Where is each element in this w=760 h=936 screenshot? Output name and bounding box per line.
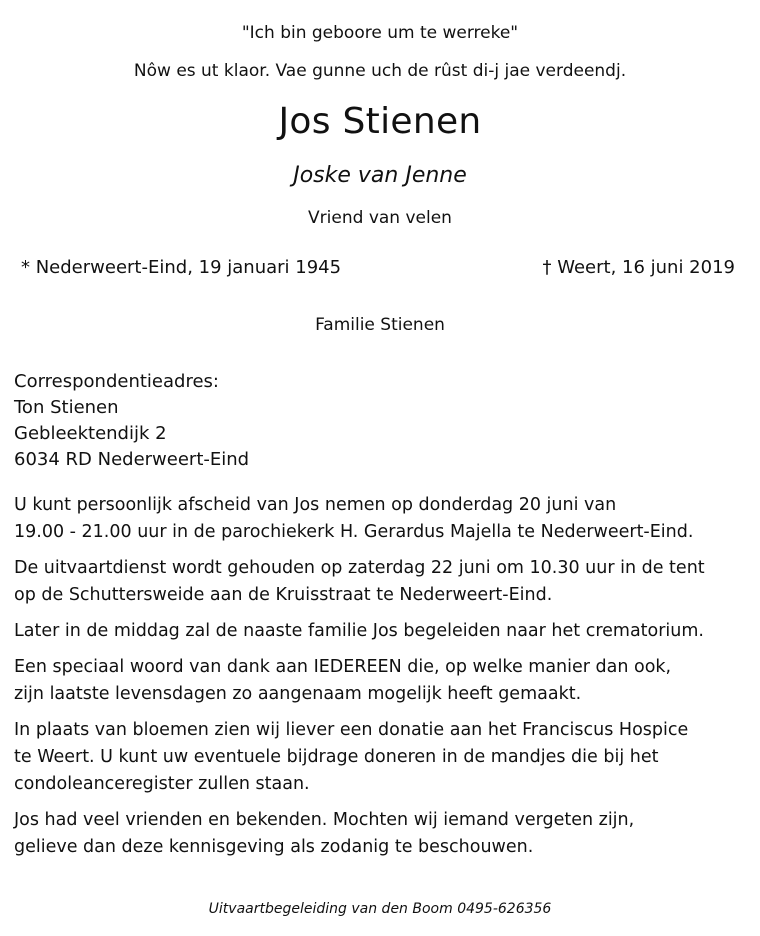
notice-paragraphs (14, 492, 749, 870)
deceased-name: Jos Stienen (278, 101, 482, 142)
paragraph-line: op de Schuttersweide aan de Kruisstraat te Nederweert-Eind. (14, 585, 553, 605)
paragraph-line: Jos had veel vrienden en bekenden. Mochten wij iemand vergeten zijn, (14, 810, 635, 830)
correspondence-label: Correspondentieadres: (14, 371, 219, 392)
deceased-tagline: Vriend van velen (308, 208, 452, 228)
correspondence-street: Gebleektendijk 2 (14, 423, 167, 444)
paragraph-line: zijn laatste levensdagen zo aangenaam mogelijk heeft gemaakt. (14, 684, 582, 704)
correspondence-city: 6034 RD Nederweert-Eind (14, 449, 250, 470)
deceased-nickname: Joske van Jenne (293, 163, 467, 188)
birth-info: * Nederweert-Eind, 19 januari 1945 (21, 257, 342, 278)
correspondence-name: Ton Stienen (14, 397, 119, 418)
paragraph-line: In plaats van bloemen zien wij liever een donatie aan het Franciscus Hospice (14, 720, 689, 740)
paragraph-funeral-service (14, 555, 749, 609)
death-info: † Weert, 16 juni 2019 (542, 257, 735, 278)
paragraph-line: condoleanceregister zullen staan. (14, 774, 310, 794)
paragraph-apology (14, 807, 749, 861)
paragraph-donation (14, 717, 749, 798)
quote-line-2: Nôw es ut klaor. Vae gunne uch de rûst di-j jae verdeendj. (133, 61, 627, 81)
family-signature: Familie Stienen (315, 315, 445, 335)
paragraph-line: Een speciaal woord van dank aan IEDEREEN die, op welke manier dan ook, (14, 657, 672, 677)
paragraph-cremation (14, 618, 749, 645)
paragraph-line: te Weert. U kunt uw eventuele bijdrage doneren in de mandjes die bij het (14, 747, 659, 767)
paragraph-line: Later in de middag zal de naaste familie Jos begeleiden naar het crematorium. (14, 621, 704, 641)
paragraph-line: 19.00 - 21.00 uur in de parochiekerk H. Gerardus Majella te Nederweert-Eind. (14, 522, 694, 542)
correspondence-address (14, 369, 249, 473)
paragraph-thanks (14, 654, 749, 708)
quote-line-1: "Ich bin geboore um te werreke" (241, 23, 519, 43)
paragraph-line: U kunt persoonlijk afscheid van Jos nemen op donderdag 20 juni van (14, 495, 617, 515)
paragraph-line: De uitvaartdienst wordt gehouden op zaterdag 22 juni om 10.30 uur in de tent (14, 558, 705, 578)
paragraph-visitation (14, 492, 749, 546)
paragraph-line: gelieve dan deze kennisgeving als zodanig te beschouwen. (14, 837, 534, 857)
funeral-director-footer: Uitvaartbegeleiding van den Boom 0495-626356 (208, 901, 552, 917)
